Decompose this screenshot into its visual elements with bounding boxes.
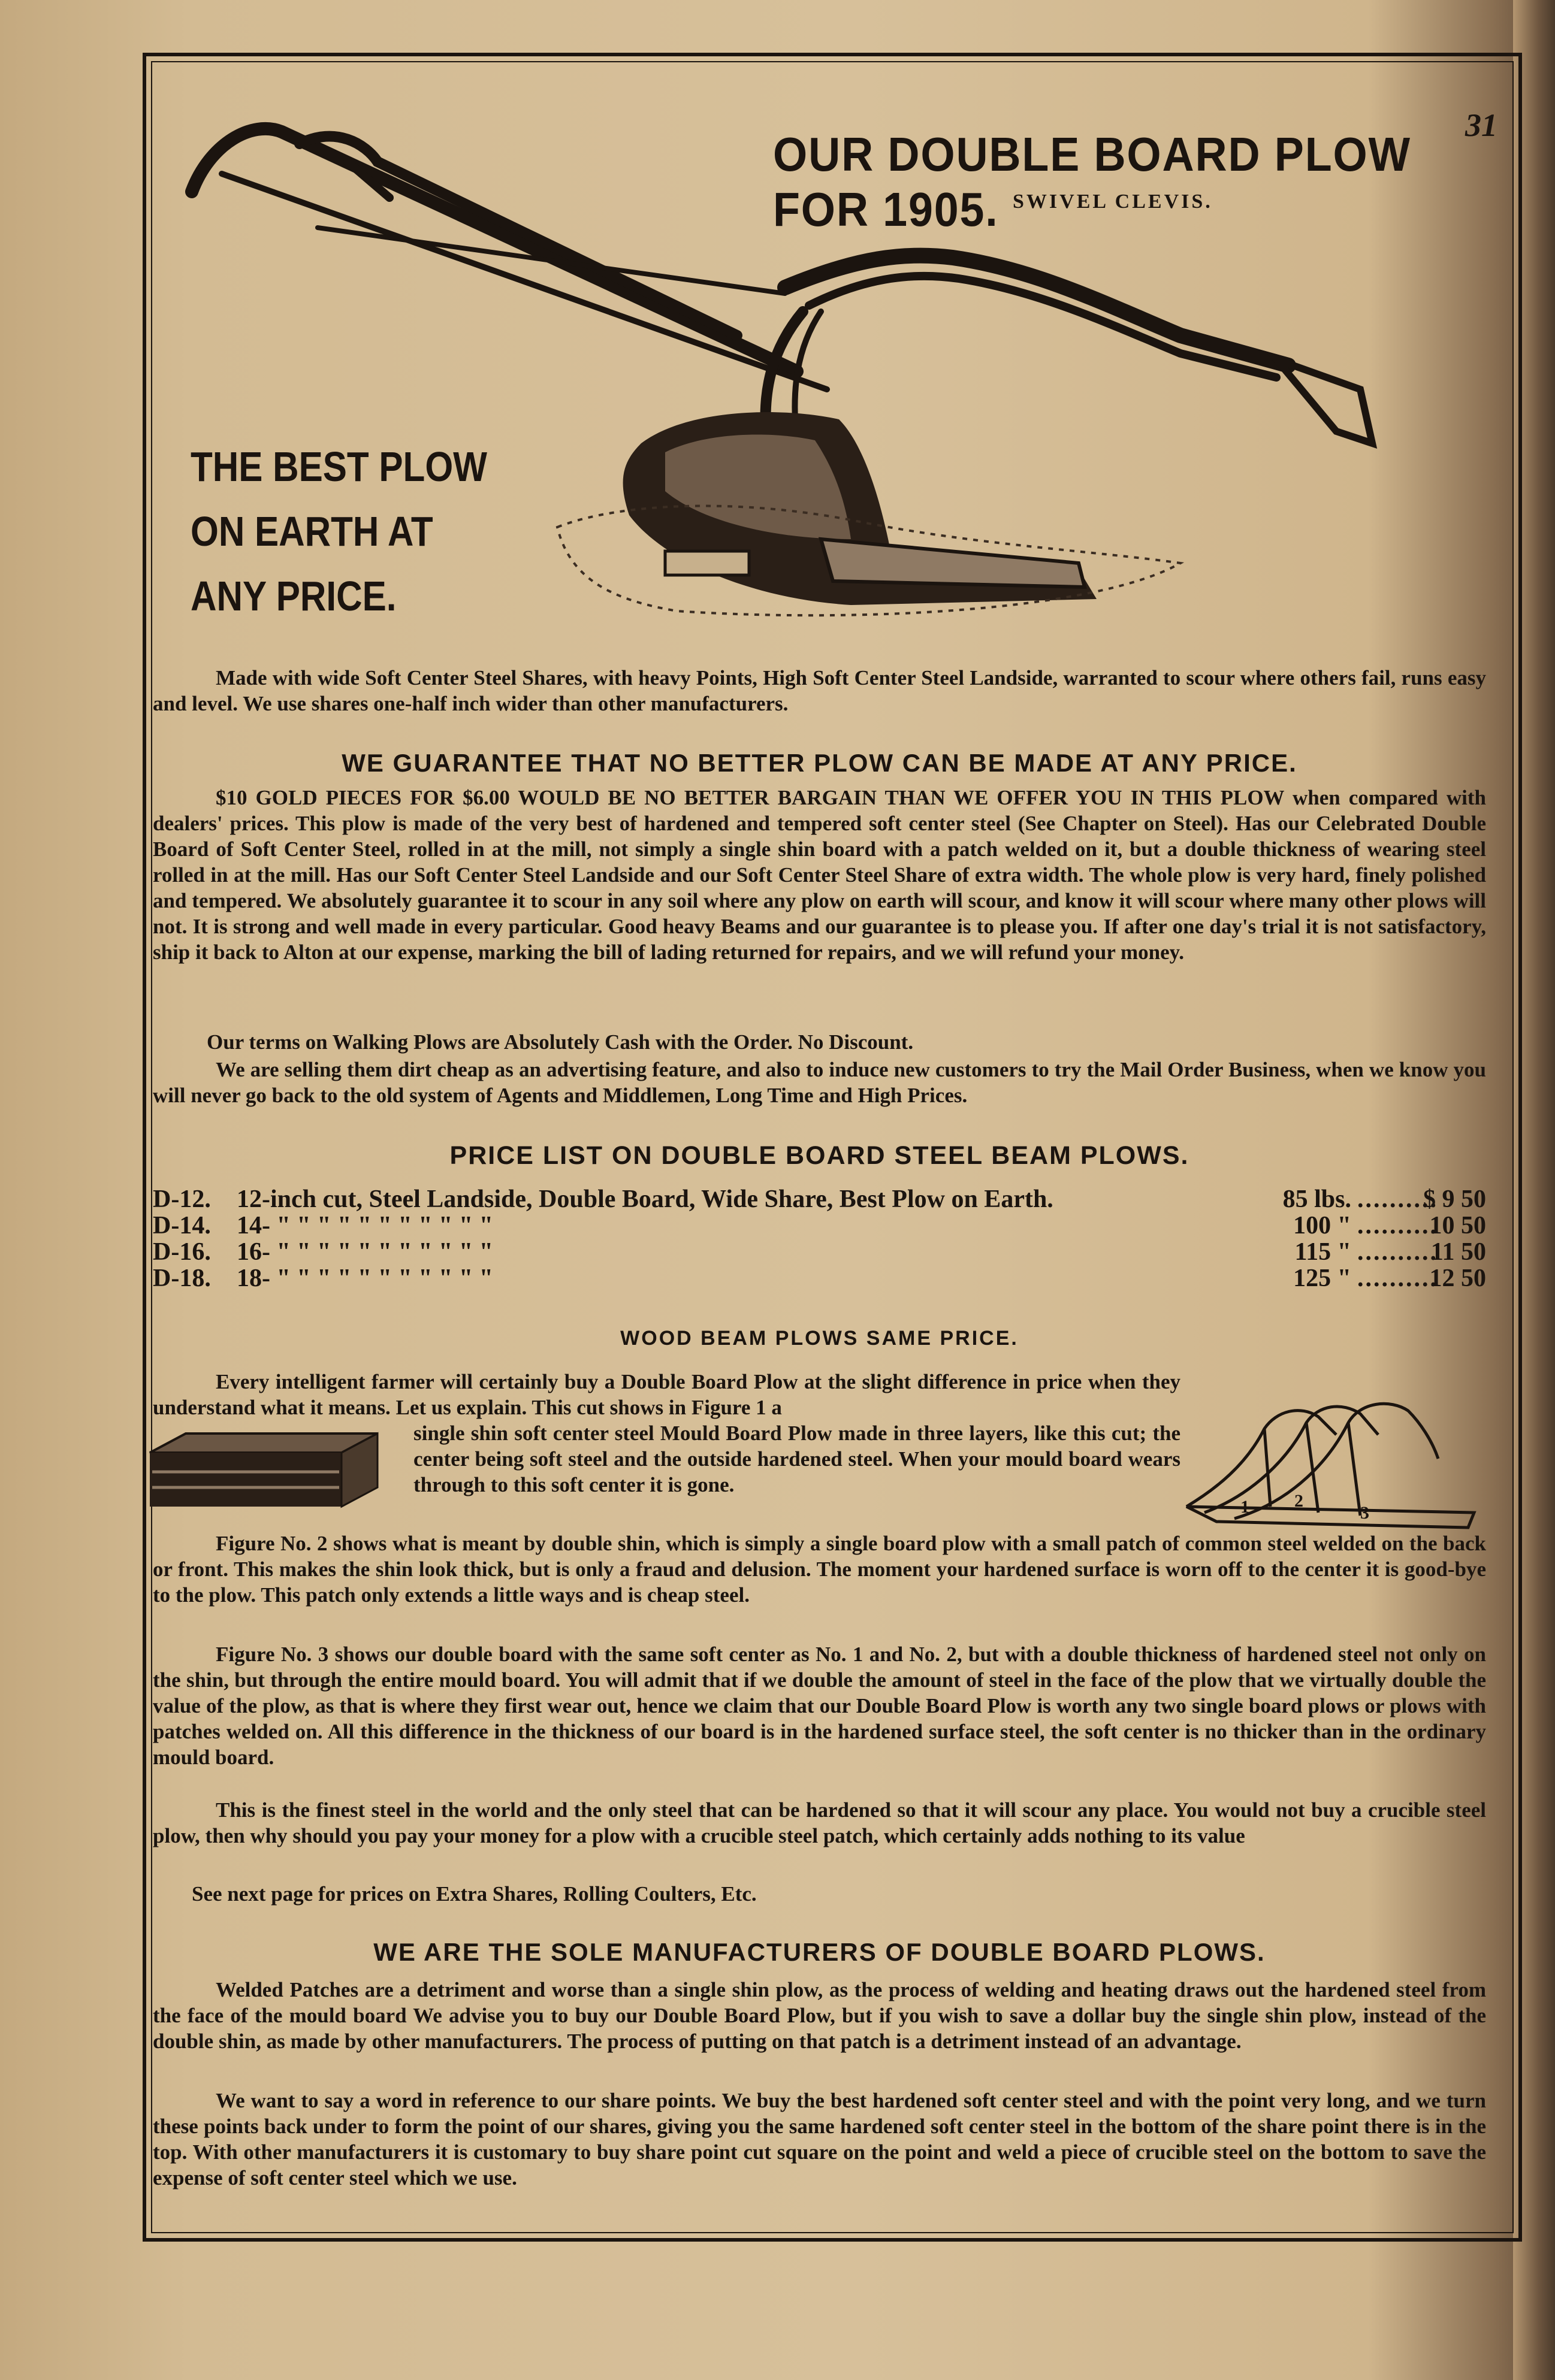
figure-3-paragraph: Figure No. 3 shows our double board with the same soft center as No. 1 and No. 2, but with a double thickness of hardened steel not only on the shin, but through the entire mould board. You will admit that if we double the amount of steel in the face of the plow that we virtually double the value of the plow, as that is where they first wear out, hence we claim that our Double Board Plow is worth any two single board plows or plows with patches welded on. All this difference in the thickness of our board is in the hardened surface steel, the soft center is no thicker than in the ordinary mould board.: [153, 1643, 1486, 1769]
plow-price: 11 50: [1430, 1238, 1486, 1266]
figure-label: 2: [1294, 1491, 1303, 1511]
figure-2-paragraph: Figure No. 2 shows what is meant by double shin, which is simply a single board plow with a small patch of common steel welded on the back or front. This makes the shin look thick, but is only a fraud and delusion. The moment your hardened surface is worn off to the center it is good-bye to the plow. This patch only extends a little ways and is cheap steel.: [153, 1532, 1486, 1607]
plow-description: 14- " " " " " " " " " " ": [237, 1212, 493, 1239]
plow-weight: 100 ": [1293, 1212, 1351, 1239]
selling-paragraph: We are selling them dirt cheap as an advertising feature, and also to induce new customers to try the Mail Order Business, when we know you will never go back to the old system of Agents and Middlemen, Long Time and High Prices.: [153, 1058, 1486, 1107]
terms-line: Our terms on Walking Plows are Absolutely Cash with the Order. No Discount.: [207, 1030, 914, 1054]
page-number: 31: [1465, 107, 1497, 143]
leader-dots: ..........: [1357, 1238, 1438, 1266]
guarantee-heading: WE GUARANTEE THAT NO BETTER PLOW CAN BE MADE AT ANY PRICE.: [342, 749, 1297, 777]
plow-code: D-14.: [153, 1212, 211, 1239]
slogan-line: THE BEST PLOW: [191, 443, 487, 490]
sole-manufacturers-heading: WE ARE THE SOLE MANUFACTURERS OF DOUBLE BOARD PLOWS.: [373, 1938, 1266, 1966]
figure-3-illustration: [1180, 1393, 1480, 1531]
slogan-line: ON EARTH AT: [191, 508, 433, 555]
figure-label: 3: [1360, 1503, 1369, 1523]
plow-description: 12-inch cut, Steel Landside, Double Board, Wide Share, Best Plow on Earth.: [237, 1186, 1053, 1213]
price-table: [153, 1186, 1486, 1292]
plow-code: D-18.: [153, 1265, 211, 1292]
price-row: [153, 1212, 1486, 1239]
swivel-clevis-subhead: SWIVEL CLEVIS.: [1013, 190, 1213, 213]
plow-price: 10 50: [1429, 1212, 1486, 1239]
figure-1-illustration: [144, 1429, 384, 1513]
share-points-paragraph: We want to say a word in reference to our share points. We buy the best hardened soft center steel and with the point very long, and we turn these points back under to form the point of our shares, giving you the same hardened soft center steel in the bottom of the share point there is in the top. With other manufacturers it is customary to buy share point cut square on the point and weld a piece of crucible steel on the bottom to save the expense of soft center steel which we use.: [153, 2089, 1486, 2190]
plow-price: 12 50: [1429, 1265, 1486, 1292]
wood-beam-note: WOOD BEAM PLOWS SAME PRICE.: [620, 1327, 1019, 1350]
leader-dots: ..........: [1357, 1186, 1438, 1213]
plow-weight: 85 lbs.: [1282, 1186, 1351, 1213]
see-next-page-note: See next page for prices on Extra Shares, Rolling Coulters, Etc.: [192, 1882, 757, 1906]
plow-code: D-12.: [153, 1186, 211, 1213]
slogan-line: ANY PRICE.: [191, 573, 397, 619]
leader-dots: ..........: [1357, 1265, 1438, 1292]
plow-weight: 125 ": [1293, 1265, 1351, 1292]
price-row: [153, 1239, 1486, 1265]
plow-description: 16- " " " " " " " " " " ": [237, 1238, 493, 1266]
slogan: [191, 434, 487, 628]
page-headline: OUR DOUBLE BOARD PLOW FOR 1905.: [773, 128, 1411, 236]
leader-dots: ..........: [1357, 1212, 1438, 1239]
finest-steel-paragraph: This is the finest steel in the world and the only steel that can be hardened so that it will scour any place. You would not buy a crucible steel plow, then why should you pay your money for a plow with a crucible steel patch, which certainly adds nothing to its value: [153, 1798, 1486, 1847]
plow-code: D-16.: [153, 1238, 211, 1266]
intelligent-farmer-paragraph: Every intelligent farmer will certainly buy a Double Board Plow at the slight difference in price when they understand what it means. Let us explain. This cut shows in Figure 1 a: [153, 1370, 1180, 1419]
figure-1-description: single shin soft center steel Mould Board Plow made in three layers, like this cut; the center being soft steel and the outside hardened steel. When your mould board wears through to this soft center it is gone.: [413, 1422, 1180, 1496]
figure-label: 1: [1240, 1497, 1249, 1517]
welded-patches-paragraph: Welded Patches are a detriment and worse than a single shin plow, as the process of welding and heating draws out the hardened steel from the face of the mould board We advise you to buy our Double Board Plow, but if you wish to save a dollar buy the single shin plow, instead of the double shin, as made by other manufacturers. The process of putting on that patch is a detriment instead of an advantage.: [153, 1978, 1486, 2053]
guarantee-paragraph: $10 GOLD PIECES FOR $6.00 WOULD BE NO BETTER BARGAIN THAN WE OFFER YOU IN THIS PLOW when compared with dealers' prices. This plow is made of the very best of hardened and tempered soft center steel (See Chapter on Steel). Has our Celebrated Double Board of Soft Center Steel, rolled in at the mill, not simply a single shin board with a patch welded on it, but a double thickness of wearing steel rolled in at the mill. Has our Soft Center Steel Landside and our Soft Center Steel Share of extra width. The whole plow is very hard, finely polished and tempered. We absolutely guarantee it to scour in any soil where any plow on earth will scour, and know it will scour where many other plows will not. It is strong and well made in every particular. Good heavy Beams and our guarantee is to please you. If after one day's trial it is not satisfactory, ship it back to Alton at our expense, marking the bill of lading returned for repairs, and we will refund your money.: [153, 786, 1486, 964]
plow-price: $ 9 50: [1423, 1186, 1486, 1213]
price-row: [153, 1265, 1486, 1292]
plow-description: 18- " " " " " " " " " " ": [237, 1265, 493, 1292]
price-list-heading: PRICE LIST ON DOUBLE BOARD STEEL BEAM PLOWS.: [449, 1141, 1189, 1170]
price-row: [153, 1186, 1486, 1212]
plow-weight: 115 ": [1294, 1238, 1351, 1266]
intro-paragraph: Made with wide Soft Center Steel Shares, with heavy Points, High Soft Center Steel Landside, warranted to scour where others fail, runs easy and level. We use shares one-half inch wider than other manufacturers.: [153, 666, 1486, 715]
